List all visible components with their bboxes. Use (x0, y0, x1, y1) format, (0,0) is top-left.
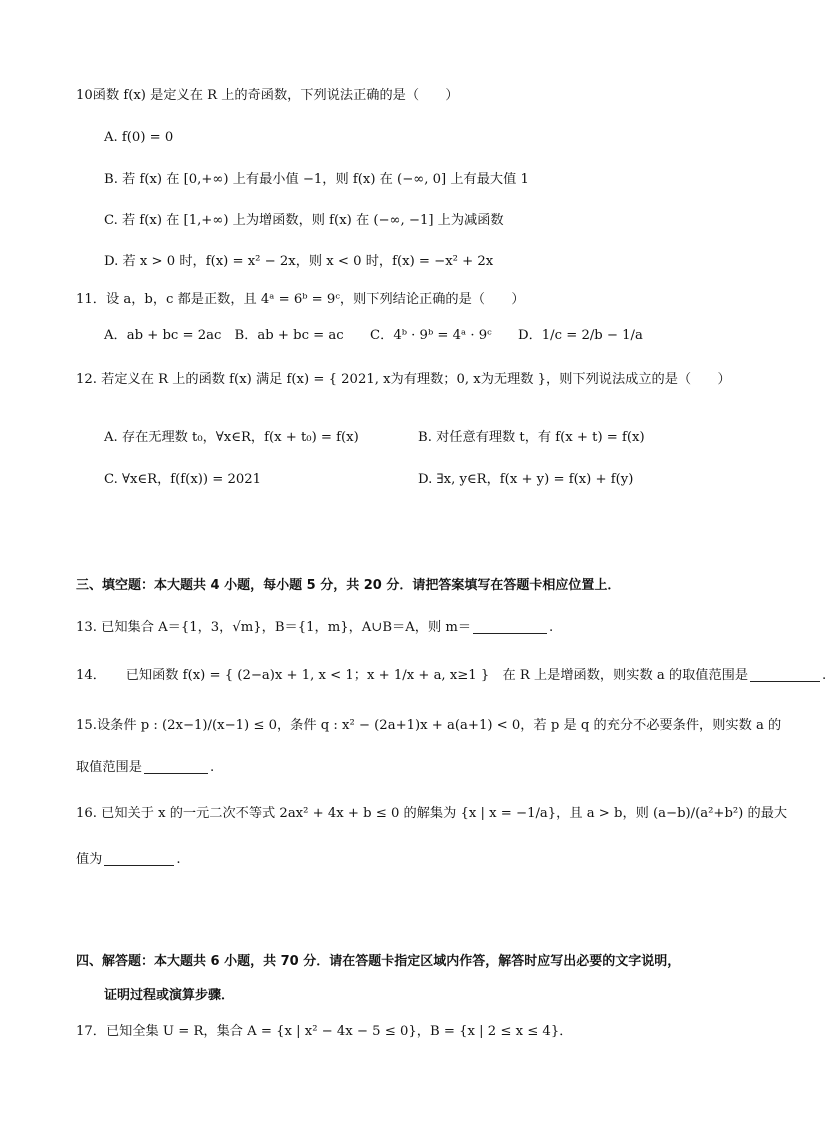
section-3-heading: 三、填空题：本大题共 4 小题，每小题 5 分，共 20 分．请把答案填写在答题卡相应位置上． (76, 578, 621, 593)
question-10-option-a: A. f(0) = 0 (104, 130, 174, 145)
question-16-line-1: 16. 已知关于 x 的一元二次不等式 2ax² + 4x + b ≤ 0 的解集为 {x | x = −1/a}，且 a > b，则 (a−b)/(a²+b²) 的最大 (76, 806, 788, 821)
question-10-option-c: C. 若 f(x) 在 [1,+∞) 上为增函数，则 f(x) 在 (−∞, −1] 上为减函数 (104, 213, 504, 228)
question-13-text: 13. 已知集合 A＝{1，3，√m}，B＝{1，m}，A∪B＝A，则 m＝ (76, 620, 472, 635)
question-16-text: 值为 (76, 852, 103, 867)
question-15-line-2 (76, 760, 214, 777)
question-12-option-c: C. ∀x∈R，f(f(x)) = 2021 (104, 472, 262, 487)
answer-blank (104, 864, 174, 866)
question-12-stem: 12. 若定义在 R 上的函数 f(x) 满足 f(x) = { 2021, x为有理数；0, x为无理数 }，则下列说法成立的是（ ） (76, 372, 731, 387)
question-11-stem: 11．设 a，b，c 都是正数，且 4ᵃ = 6ᵇ = 9ᶜ，则下列结论正确的是（ ） (76, 292, 525, 307)
period: . (209, 760, 215, 775)
question-14-text: 14． 已知函数 f(x) = { (2−a)x + 1, x < 1；x + 1/x + a, x≥1 } 在 R 上是增函数，则实数 a 的取值范围是 (76, 668, 749, 683)
period: . (176, 852, 181, 867)
question-11-options: A．ab + bc = 2ac B．ab + bc = ac C．4ᵇ · 9ᵇ = 4ᵃ · 9ᶜ D．1/c = 2/b − 1/a (104, 328, 643, 343)
question-14 (76, 668, 826, 685)
question-13 (76, 620, 553, 637)
question-12-option-d: D. ∃x, y∈R，f(x + y) = f(x) + f(y) (418, 472, 634, 487)
question-10-stem: 10函数 f(x) 是定义在 R 上的奇函数，下列说法正确的是（ ） (76, 88, 459, 103)
section-4-heading-line-1: 四、解答题：本大题共 6 小题，共 70 分．请在答题卡指定区域内作答，解答时应写出必要的文字说明， (76, 954, 681, 969)
period: . (549, 620, 554, 635)
question-17: 17．已知全集 U = R，集合 A = {x | x² − 4x − 5 ≤ 0}，B = {x | 2 ≤ x ≤ 4}． (76, 1024, 573, 1039)
question-12-option-b: B. 对任意有理数 t，有 f(x + t) = f(x) (418, 430, 645, 445)
question-10-option-b: B. 若 f(x) 在 [0,+∞) 上有最小值 −1，则 f(x) 在 (−∞, 0] 上有最大值 1 (104, 172, 529, 187)
answer-blank (144, 772, 208, 774)
period: . (822, 668, 826, 683)
question-10-option-d: D. 若 x > 0 时，f(x) = x² − 2x，则 x < 0 时，f(x) = −x² + 2x (104, 254, 494, 269)
question-15-text: 取值范围是 (76, 760, 142, 775)
question-16-line-2 (76, 852, 181, 869)
section-4-heading-line-2: 证明过程或演算步骤． (104, 988, 235, 1003)
question-12-option-a: A. 存在无理数 t₀，∀x∈R，f(x + t₀) = f(x) (104, 430, 359, 445)
question-15-line-1: 15.设条件 p : (2x−1)/(x−1) ≤ 0，条件 q : x² − (2a+1)x + a(a+1) < 0，若 p 是 q 的充分不必要条件，则实数 a 的 (76, 718, 782, 733)
answer-blank (473, 632, 547, 634)
answer-blank (750, 680, 820, 682)
